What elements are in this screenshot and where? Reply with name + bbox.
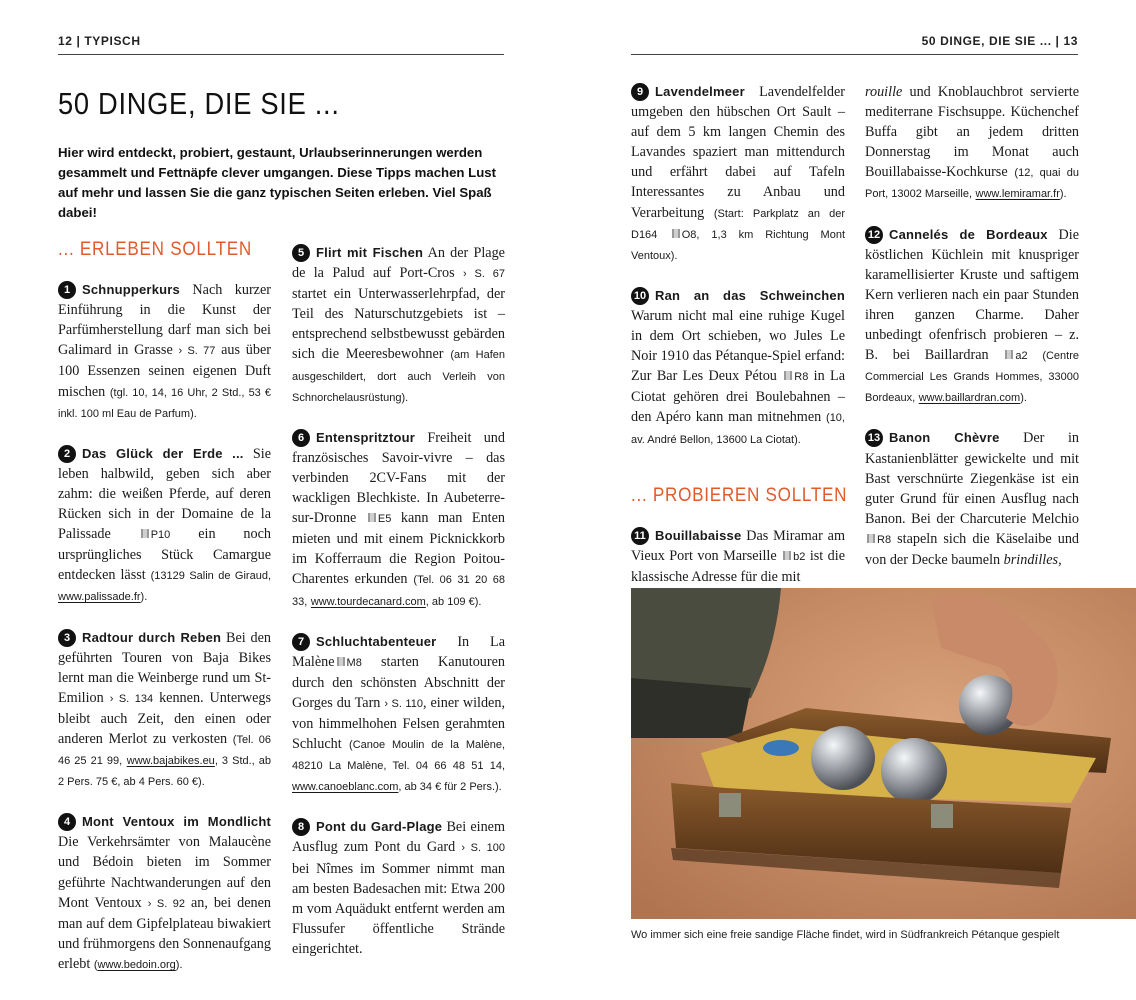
entry-title: Das Glück der Erde ... (82, 445, 244, 461)
map-icon (337, 657, 345, 666)
entry-number: 2 (58, 445, 76, 463)
entry-13: 13 Banon Chèvre Der in Kastanienblätter gewickelte und mit Bast verschnürte Ziegenkäse ist ein guter Grund für einen Ausflug nach Banon. Bei der Charcuterie Melchio R8 stapeln sich die Käselaibe und von der Decke baumeln brindilles, (865, 430, 1080, 568)
entry-number: 9 (631, 83, 649, 101)
boule-3 (959, 675, 1019, 735)
map-ref: P10 (150, 529, 171, 542)
entry-number: 12 (865, 226, 883, 244)
map-ref: a2 (1015, 350, 1028, 363)
map-ref: E5 (377, 513, 392, 526)
entry-6: 6 Entenspritztour Freiheit und französisches Savoir-vivre – das verbinden 2CV-Fans mit der wackligen Blechkiste. In Aubeterre-sur-Dronne E5 kann man Enten mieten und mit einem Picknickkorb im Kofferraum die Region Poitou-Charentes erkunden (Tel. 06 31 20 68 33, www.tourdecanard.com, ab 109 €). (292, 429, 506, 608)
shadow-leg (631, 678, 751, 738)
page-ref: › S. 92 (147, 897, 185, 910)
map-icon (141, 529, 149, 538)
entry-title: Lavendelmeer (655, 84, 745, 99)
column-2 (292, 243, 505, 979)
photo-caption: Wo immer sich eine freie sandige Fläche findet, wird in Südfrankreich Pétanque gespielt (631, 929, 1060, 941)
entry-title: Flirt mit Fischen (316, 245, 424, 260)
boule-1 (811, 726, 875, 790)
web-link[interactable]: www.bedoin.org (97, 958, 176, 971)
web-link[interactable]: www.palissade.fr (58, 591, 141, 604)
web-link[interactable]: www.canoeblanc.com (292, 781, 399, 794)
entry-5: 5 Flirt mit Fischen An der Plage de la Palud auf Port-Cros › S. 67 startet ein Unterwasserlehrpfad, der Teil des Naturschutzgebiets ist – entsprechend selbstbewusst gebärden sich die Meeresbewohner (am Hafen ausgeschildert, dort auch Verleih von Schnorchelausrüstung). (292, 245, 506, 404)
web-link[interactable]: www.tourdecanard.com (310, 595, 426, 608)
entry-number: 4 (58, 813, 76, 831)
entry-title: Banon Chèvre (889, 430, 1000, 446)
entry-title: Entenspritztour (316, 429, 416, 445)
entry-4: 4 Mont Ventoux im Mondlicht Die Verkehrsämter von Malaucène und Bédoin bieten im Sommer geführte Nachtwanderungen auf den Mont Ventoux › S. 92 an, bei denen man auf dem Gipfelplateau biwakiert und frühmorgens den Sonnenaufgang erlebt (www.bedoin.org). (58, 814, 272, 972)
entry-11: 11 Bouillabaisse Das Miramar am Vieux Port von Marseille b2 ist die klassische Adresse für die mit (631, 527, 846, 585)
entry-2: 2 Das Glück der Erde ... Sie leben halbwild, geben sich aber zahm: die weißen Pferde, auf deren Rücken sich in der Domaine de la Palissade P10 ein noch ursprüngliches Stück Camargue entdecken lässt (13129 Salin de Giraud, www.palissade.fr). (58, 445, 272, 604)
entry-11-continued: rouille und Knoblauchbrot servierte mediterrane Fischsuppe. Küchenchef Buffa gibt an jedem dritten Donnerstag im Monat auch Bouillabaisse-Kochkurse (12, quai du Port, 13002 Marseille, www.lemiramar.fr). (865, 84, 1079, 201)
map-ref: R8 (877, 533, 892, 546)
box-latch-left (719, 793, 741, 817)
boule-2 (881, 738, 947, 804)
petanque-photo (631, 588, 1136, 919)
entry-number: 5 (292, 244, 310, 262)
entry-10: 10 Ran an das Schweinchen Warum nicht mal eine ruhige Kugel in dem Ort schieben, wo Jules Le Noir 1910 das Pétanque-Spiel erfand: Zur Bar Les Deux Pétou R8 in La Ciotat gehören drei Boulebahnen – den Apéro kann man mitnehmen (10, av. André Bellon, 13600 La Ciotat). (631, 287, 846, 446)
column-1 (58, 240, 271, 995)
page-ref: › S. 110 (384, 697, 423, 710)
entry-number: 11 (631, 527, 649, 545)
entry-1: 1 Schnupperkurs Nach kurzer Einführung in die Kunst der Parfümherstellung darf man sich bei Galimard in Grasse › S. 77 aus über 100 Essenzen seinen eigenen Duft mischen (tgl. 10, 14, 16 Uhr, 2 Std., 53 € inkl. 100 ml Eau de Parfum). (58, 282, 272, 420)
map-ref: M8 (346, 656, 362, 669)
entry-3: 3 Radtour durch Reben Bei den geführten Touren von Baja Bikes lernt man die Weinberge rund um St-Emilion › S. 134 kennen. Unterwegs bleibt auch Zeit, den einen oder anderen Merlot zu verkosten (Tel. 06 46 25 21 99, www.bajabikes.eu, 3 Std., ab 2 Pers. 75 €, ab 4 Pers. 60 €). (58, 629, 272, 789)
map-ref: R8 (794, 371, 809, 384)
entry-8: 8 Pont du Gard-Plage Bei einem Ausflug zum Pont du Gard › S. 100 bei Nîmes im Sommer nimmt man am besten Badesachen mit: Etwa 200 m vom Aquädukt entfernt werden am Flussufer öffentliche Strände eingerichtet. (292, 819, 505, 957)
column-3 (631, 82, 848, 607)
header-rule-right (631, 54, 1078, 55)
box-latch-right (931, 804, 953, 828)
entry-title: Mont Ventoux im Mondlicht (82, 814, 271, 830)
running-header-left: 12 | TYPISCH (58, 34, 141, 48)
page-ref: › S. 134 (109, 692, 154, 705)
entry-number: 8 (292, 818, 310, 836)
map-icon (784, 371, 792, 380)
entry-number: 3 (58, 629, 76, 647)
entry-title: Pont du Gard-Plage (316, 819, 443, 835)
entry-title: Ran an das Schweinchen (655, 287, 845, 303)
page-ref: › S. 100 (461, 842, 505, 855)
entry-number: 1 (58, 281, 76, 299)
map-icon (1005, 350, 1013, 359)
map-icon (672, 229, 680, 238)
petanque-illustration (631, 588, 1136, 919)
entry-title: Cannelés de Bordeaux (889, 226, 1048, 242)
entry-number: 10 (631, 287, 649, 305)
column-4 (865, 82, 1079, 590)
section-heading-erleben: ... ERLEBEN SOLLTEN (58, 239, 252, 260)
page-title: 50 DINGE, DIE SIE ... (58, 86, 340, 121)
entry-12: 12 Cannelés de Bordeaux Die köstlichen Küchlein mit knuspriger karamellisierter Kruste und saftigem Kern verlieren nach ein paar Stunden ihren ganzen Charme. Daher unbedingt ofenfrisch probieren – z. B. bei Baillardran a2 (Centre Commercial Les Grands Hommes, 33000 Bordeaux, www.baillardran.com). (865, 226, 1080, 405)
web-link[interactable]: www.baillardran.com (918, 392, 1021, 405)
entry-9: 9 Lavendelmeer Lavendelfelder umgeben den hübschen Ort Sault – auf dem 5 km langen Chemin des Lavandes spaziert man mittendurch und erfährt dabei auf Tafeln Interessantes zu Anbau und Verarbeitung (Start: Parkplatz an der D164 O8, 1,3 km Richtung Mont Ventoux). (631, 84, 845, 262)
entry-7: 7 Schluchtabenteuer In La Malène M8 starten Kanutouren durch den schönsten Abschnitt der Gorges du Tarn › S. 110, einer wilden, von himmelhohen Felsen gerahmten Schlucht (Canoe Moulin de la Malène, 48210 La Malène, Tel. 04 66 48 51 14, www.canoeblanc.com, ab 34 € für 2 Pers.). (292, 633, 506, 794)
running-header-right: 50 DINGE, DIE SIE ... | 13 (921, 34, 1078, 48)
entry-title: Schnupperkurs (82, 282, 180, 298)
map-icon (783, 551, 791, 560)
web-link[interactable]: www.lemiramar.fr (975, 188, 1060, 201)
entry-number: 7 (292, 633, 310, 651)
map-icon (867, 534, 875, 543)
page-ref: › S. 67 (463, 268, 506, 281)
entry-number: 13 (865, 429, 883, 447)
map-icon (368, 513, 376, 522)
page-ref: › S. 77 (178, 345, 216, 358)
section-heading-probieren: ... PROBIEREN SOLLTEN (631, 484, 848, 506)
entry-title: Schluchtabenteuer (316, 633, 437, 649)
intro-text: Hier wird entdeckt, probiert, gestaunt, Urlaubserinnerungen werden gesammelt und Fettnäpfe clever umgangen. Diese Tipps machen Lust auf mehr und lassen Sie die ganz typischen Seiten erleben. Viel Spaß dabei! (58, 145, 496, 220)
header-rule-left (58, 54, 504, 55)
entry-title: Bouillabaisse (655, 527, 742, 543)
web-link[interactable]: www.bajabikes.eu (126, 755, 215, 768)
map-ref: b2 (793, 550, 806, 563)
entry-number: 6 (292, 429, 310, 447)
blue-cloth (763, 740, 799, 756)
map-ref: O8 (681, 228, 697, 241)
entry-title: Radtour durch Reben (82, 629, 222, 645)
